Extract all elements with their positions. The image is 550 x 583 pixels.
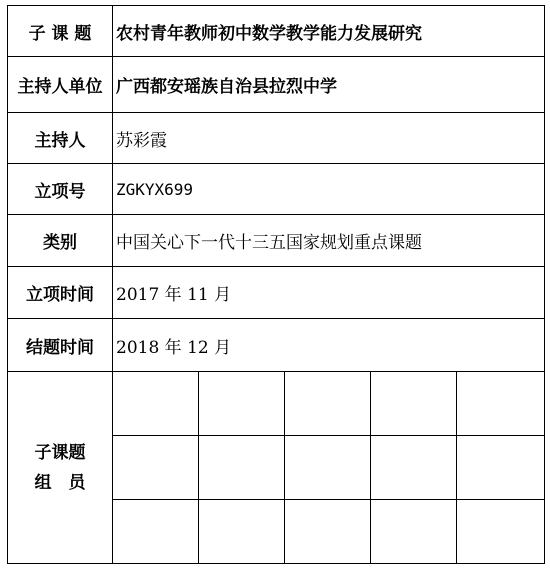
members-row-1 [8,372,545,436]
end-date-value: 2018 年 12 月 [113,319,545,372]
subject-value: 农村青年教师初中数学教学能力发展研究 [113,6,545,57]
member-cell [199,500,285,564]
row-host-unit [8,57,545,113]
member-cell [457,500,545,564]
member-cell [113,436,199,500]
subject-label: 子 课 题 [8,6,113,57]
row-project-number [8,164,545,215]
category-label: 类别 [8,215,113,267]
row-end-date [8,319,545,372]
member-cell [113,372,199,436]
host-unit-value: 广西都安瑶族自治县拉烈中学 [113,57,545,113]
start-date-label: 立项时间 [8,267,113,319]
member-cell [113,500,199,564]
project-info-table [7,5,545,564]
member-cell [285,372,371,436]
start-date-value: 2017 年 11 月 [113,267,545,319]
member-cell [371,372,457,436]
row-subject [8,6,545,57]
row-host [8,113,545,164]
member-cell [285,500,371,564]
project-number-label: 立项号 [8,164,113,215]
members-label [8,372,113,564]
member-cell [371,436,457,500]
member-cell [457,372,545,436]
members-label-line2: 组 员 [34,472,86,493]
project-number-value: ZGKYX699 [113,164,545,215]
host-unit-label: 主持人单位 [8,57,113,113]
member-cell [285,436,371,500]
row-category [8,215,545,267]
category-value: 中国关心下一代十三五国家规划重点课题 [113,215,545,267]
host-value: 苏彩霞 [113,113,545,164]
member-cell [199,372,285,436]
members-label-line1: 子课题 [34,442,86,463]
end-date-label: 结题时间 [8,319,113,372]
member-cell [199,436,285,500]
host-label: 主持人 [8,113,113,164]
member-cell [457,436,545,500]
row-start-date [8,267,545,319]
member-cell [371,500,457,564]
